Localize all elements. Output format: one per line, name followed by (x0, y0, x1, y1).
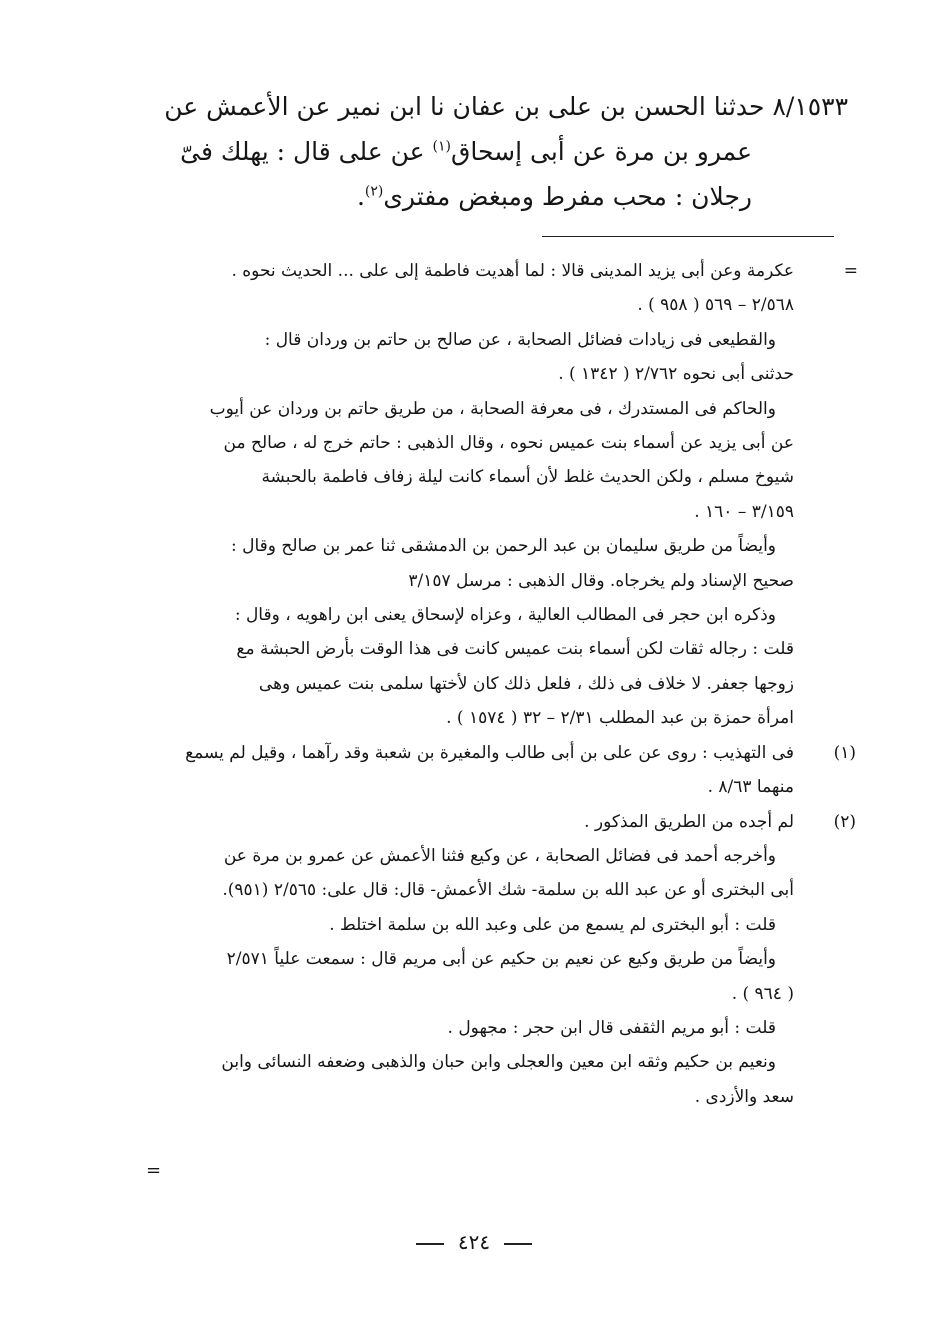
footnote-line: منهما ٨/٦٣ . (707, 777, 794, 798)
footnote-line: حدثنى أبى نحوه ٢/٧٦٢ ( ١٣٤٢ ) . (558, 364, 794, 385)
footnote-text: عكرمة وعن أبى يزيد المدينى قالا : لما أهديت فاطمة إلى على ... الحديث نحوه . (231, 261, 794, 281)
folio-dash (416, 1243, 444, 1245)
hadith-line (108, 174, 848, 219)
end-continuation-mark: = (146, 1160, 162, 1181)
footnote-line: وأخرجه أحمد فى فضائل الصحابة ، عن وكيع فثنا الأعمش عن عمرو بن مرة عن (223, 845, 776, 866)
note-reference: (٢) (364, 183, 384, 200)
hadith-segment: عمرو بن مرة عن أبى إسحاق (451, 137, 752, 166)
hadith-segment: رجلان : محب مفرط ومبغض مفترى (383, 182, 752, 211)
hadith-segment: . (356, 182, 365, 211)
footnote-line: والقطيعى فى زيادات فضائل الصحابة ، عن صالح بن حاتم بن وردان قال : (264, 329, 776, 350)
note-reference: (١) (432, 138, 452, 155)
page-number-text: ٤٢٤ (457, 1230, 491, 1254)
footnote-line: والحاكم فى المستدرك ، فى معرفة الصحابة ، من طريق حاتم بن وردان عن أيوب (209, 398, 776, 419)
footnote-line: شيوخ مسلم ، ولكن الحديث غلط لأن أسماء كانت ليلة زفاف فاطمة بالحبشة (261, 467, 794, 488)
footnote-line: وذكره ابن حجر فى المطالب العالية ، وعزاه لإسحاق يعنى ابن راهويه ، وقال : (234, 605, 776, 626)
footnote-line: قلت : رجاله ثقات لكن أسماء بنت عميس كانت فى هذا الوقت بأرض الحبشة مع (236, 639, 794, 660)
footnote-line: ٣/١٥٩ – ١٦٠ . (694, 501, 794, 522)
continuation-mark: = (843, 261, 858, 281)
footnote-text: فى التهذيب : روى عن على بن أبى طالب والمغيرة بن شعبة وقد رآهما ، وقيل لم يسمع (185, 742, 794, 763)
footnote-text: لم أجده من الطريق المذكور . (584, 811, 794, 832)
footnote-line: قلت : أبو البخترى لم يسمع من على وعبد الله بن سلمة اختلط . (329, 914, 776, 935)
hadith-text (108, 84, 848, 219)
footnote-line: ( ٩٦٤ ) . (731, 983, 794, 1004)
footnote-line: وأيضاً من طريق وكيع عن نعيم بن حكيم عن أبى مريم قال : سمعت علياً ٢/٥٧١ (226, 949, 776, 970)
footnote-line: ٢/٥٦٨ – ٥٦٩ ( ٩٥٨ ) . (637, 295, 794, 316)
footnote-line: عن أبى يزيد عن أسماء بنت عميس نحوه ، وقال الذهبى : حاتم خرج له ، صالح من (223, 433, 794, 454)
footnote-line: ونعيم بن حكيم وثقه ابن معين والعجلى وابن حبان والذهبى وضعفه النسائى وابن (221, 1052, 776, 1073)
footnote-line: زوجها جعفر. لا خلاف فى ذلك ، فلعل ذلك كان لأختها سلمى بنت عميس وهى (258, 673, 794, 694)
hadith-line (108, 129, 848, 174)
footnote-separator (542, 236, 834, 237)
footnote-line: أبى البخترى أو عن عبد الله بن سلمة- شك الأعمش- قال: قال على: ٢/٥٦٥ (٩٥١). (222, 880, 794, 901)
footnote-line: وأيضاً من طريق سليمان بن عبد الرحمن بن الدمشقى ثنا عمر بن صالح وقال : (231, 536, 776, 557)
folio-dash (504, 1243, 532, 1245)
footnote-line (108, 805, 856, 839)
footnote-line: امرأة حمزة بن عبد المطلب ٢/٣١ – ٣٢ ( ١٥٧٤ ) . (446, 708, 794, 729)
hadith-line: ٨/١٥٣٣ حدثنا الحسن بن على بن عفان نا ابن نمير عن الأعمش عن (164, 92, 848, 121)
footnote-line: قلت : أبو مريم الثقفى قال ابن حجر : مجهول . (447, 1017, 776, 1038)
footnotes (108, 254, 858, 1114)
hadith-segment: عن على قال : يهلك فىّ (180, 137, 425, 166)
footnote-number: (١) (833, 742, 856, 763)
footnote-line (108, 736, 856, 770)
footnote-line (108, 254, 858, 288)
footnote-line: سعد والأزدى . (694, 1086, 794, 1107)
footnote-number: (٢) (833, 811, 856, 832)
footnote-line: صحيح الإسناد ولم يخرجاه. وقال الذهبى : مرسل ٣/١٥٧ (408, 570, 794, 591)
page-number (0, 1230, 948, 1254)
